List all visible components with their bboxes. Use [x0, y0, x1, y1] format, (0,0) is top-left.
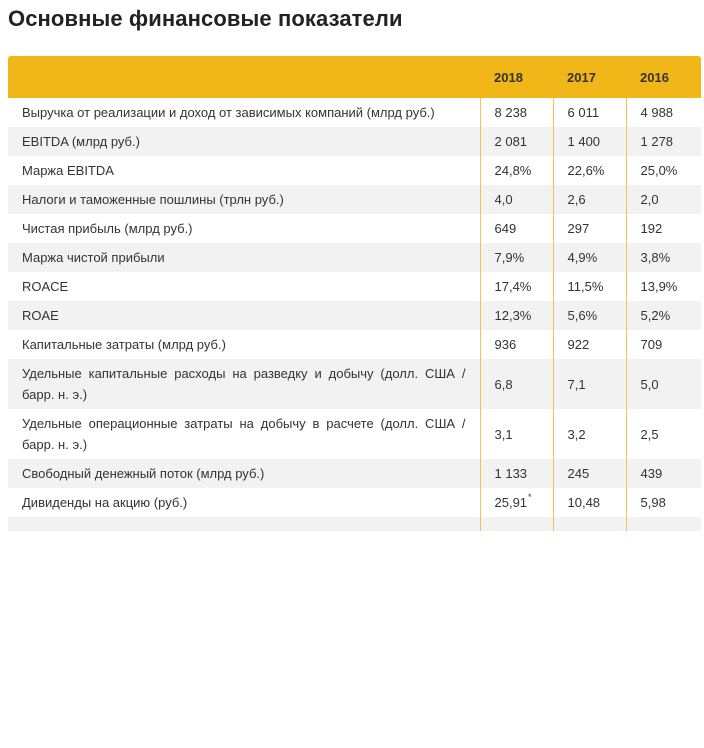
value-2016-cell — [626, 488, 701, 517]
value-2017-cell — [553, 127, 626, 156]
value-2017-cell — [553, 272, 626, 301]
value-2018-cell — [480, 214, 553, 243]
value-2018: 24,8% — [494, 163, 532, 178]
row-label-cell — [8, 488, 480, 517]
value-2016: 13,9% — [640, 279, 678, 294]
table-row — [8, 301, 701, 330]
value-2018: 25,91 — [494, 495, 528, 510]
header-year-2016: 2016 — [626, 56, 701, 98]
row-label-cell — [8, 127, 480, 156]
row-label-cell — [8, 330, 480, 359]
page-title: Основные финансовые показатели — [8, 6, 403, 31]
value-2017: 3,2 — [567, 426, 586, 442]
value-2016-cell — [626, 214, 701, 243]
value-2016-cell — [626, 301, 701, 330]
value-2017-cell — [553, 185, 626, 214]
value-2017: 922 — [567, 337, 590, 352]
value-2016-cell — [626, 127, 701, 156]
value-2017-cell — [553, 98, 626, 127]
row-label-cell — [8, 359, 480, 409]
value-2017: 6 011 — [567, 105, 600, 120]
value-2016: 3,8% — [640, 250, 671, 265]
value-2018: 649 — [494, 221, 517, 236]
value-2016: 192 — [640, 221, 663, 236]
value-2016: 5,2% — [640, 308, 671, 323]
row-label-cell — [8, 214, 480, 243]
value-2018-cell — [480, 301, 553, 330]
value-2016: 2,5 — [640, 426, 659, 442]
row-label: Дивиденды на акцию (руб.) — [22, 495, 188, 510]
financial-indicators-table — [8, 56, 701, 531]
header-label-cell — [8, 56, 480, 98]
value-2018: 6,8 — [494, 376, 513, 392]
value-2018: 4,0 — [494, 192, 513, 207]
value-2017-cell — [553, 214, 626, 243]
value-2017: 11,5% — [567, 279, 604, 294]
table-body — [8, 98, 701, 531]
row-label: EBITDA (млрд руб.) — [22, 134, 140, 149]
row-label: ROACE — [22, 279, 69, 294]
row-label: Удельные операционные затраты на добычу в расчете (долл. США / барр. н. э.) — [22, 416, 466, 452]
header-year-2017: 2017 — [553, 56, 626, 98]
table-row — [8, 214, 701, 243]
value-2016-cell — [626, 359, 701, 409]
value-2018-cell — [480, 517, 553, 531]
value-2016: 5,0 — [640, 376, 659, 392]
value-2018: 17,4% — [494, 279, 532, 294]
row-label: Свободный денежный поток (млрд руб.) — [22, 466, 265, 481]
value-2017-cell — [553, 517, 626, 531]
table-header-row — [8, 56, 701, 98]
row-label-cell — [8, 243, 480, 272]
value-2018-cell — [480, 330, 553, 359]
value-2017: 297 — [567, 221, 590, 236]
row-label: Налоги и таможенные пошлины (трлн руб.) — [22, 192, 284, 207]
value-2016-cell — [626, 98, 701, 127]
value-2016-cell — [626, 330, 701, 359]
value-2018-cell — [480, 359, 553, 409]
value-2016-cell — [626, 156, 701, 185]
row-label: ROAE — [22, 308, 59, 323]
value-2016-cell — [626, 272, 701, 301]
value-2016: 1 278 — [640, 134, 674, 149]
row-label: Маржа чистой прибыли — [22, 250, 165, 265]
table-row — [8, 359, 701, 409]
value-2017-cell — [553, 243, 626, 272]
value-2016: 709 — [640, 337, 663, 352]
row-label: Чистая прибыль (млрд руб.) — [22, 221, 193, 236]
footnote-marker: * — [528, 491, 532, 502]
table-row — [8, 156, 701, 185]
value-2018: 936 — [494, 337, 517, 352]
value-2018-cell — [480, 409, 553, 459]
value-2018: 12,3% — [494, 308, 532, 323]
value-2018-cell — [480, 272, 553, 301]
row-label-cell — [8, 517, 480, 531]
value-2016: 25,0% — [640, 163, 678, 178]
row-label-cell — [8, 98, 480, 127]
row-label: Выручка от реализации и доход от зависимых компаний (млрд руб.) — [22, 105, 435, 120]
table-row — [8, 488, 701, 517]
row-label-cell — [8, 301, 480, 330]
row-label: Удельные капитальные расходы на разведку и добычу (долл. США / барр. н. э.) — [22, 366, 466, 402]
table-row — [8, 517, 701, 531]
row-label: Маржа EBITDA — [22, 163, 114, 178]
value-2018-cell — [480, 459, 553, 488]
value-2018-cell — [480, 488, 553, 517]
value-2018-cell — [480, 185, 553, 214]
value-2017-cell — [553, 301, 626, 330]
table-row — [8, 243, 701, 272]
value-2016: 4 988 — [640, 105, 674, 120]
row-label-cell — [8, 156, 480, 185]
table-row — [8, 330, 701, 359]
value-2017: 7,1 — [567, 376, 586, 392]
row-label-cell — [8, 272, 480, 301]
value-2017-cell — [553, 156, 626, 185]
value-2017: 10,48 — [567, 495, 601, 510]
value-2017: 245 — [567, 466, 590, 481]
value-2018-cell — [480, 243, 553, 272]
table-row — [8, 409, 701, 459]
header-year-2018: 2018 — [480, 56, 553, 98]
value-2017-cell — [553, 409, 626, 459]
value-2017: 4,9% — [567, 250, 598, 265]
value-2018-cell — [480, 98, 553, 127]
table-row — [8, 98, 701, 127]
value-2016: 2,0 — [640, 192, 659, 207]
value-2018-cell — [480, 127, 553, 156]
value-2016: 5,98 — [640, 495, 666, 510]
value-2017: 5,6% — [567, 308, 598, 323]
table-row — [8, 127, 701, 156]
row-label: Капитальные затраты (млрд руб.) — [22, 337, 226, 352]
table-row — [8, 185, 701, 214]
row-label-cell — [8, 185, 480, 214]
table-row — [8, 459, 701, 488]
value-2018: 8 238 — [494, 105, 528, 120]
value-2017: 2,6 — [567, 192, 586, 207]
value-2018: 2 081 — [494, 134, 528, 149]
value-2018: 3,1 — [494, 426, 513, 442]
value-2017-cell — [553, 488, 626, 517]
value-2018: 1 133 — [494, 466, 528, 481]
value-2017: 1 400 — [567, 134, 601, 149]
value-2017-cell — [553, 359, 626, 409]
value-2016-cell — [626, 409, 701, 459]
value-2016-cell — [626, 459, 701, 488]
value-2018: 7,9% — [494, 250, 525, 265]
value-2016: 439 — [640, 466, 663, 481]
value-2018-cell — [480, 156, 553, 185]
value-2016-cell — [626, 185, 701, 214]
value-2017: 22,6% — [567, 163, 605, 178]
value-2016-cell — [626, 243, 701, 272]
value-2017-cell — [553, 459, 626, 488]
value-2016-cell — [626, 517, 701, 531]
table-row — [8, 272, 701, 301]
row-label-cell — [8, 459, 480, 488]
row-label-cell — [8, 409, 480, 459]
value-2017-cell — [553, 330, 626, 359]
